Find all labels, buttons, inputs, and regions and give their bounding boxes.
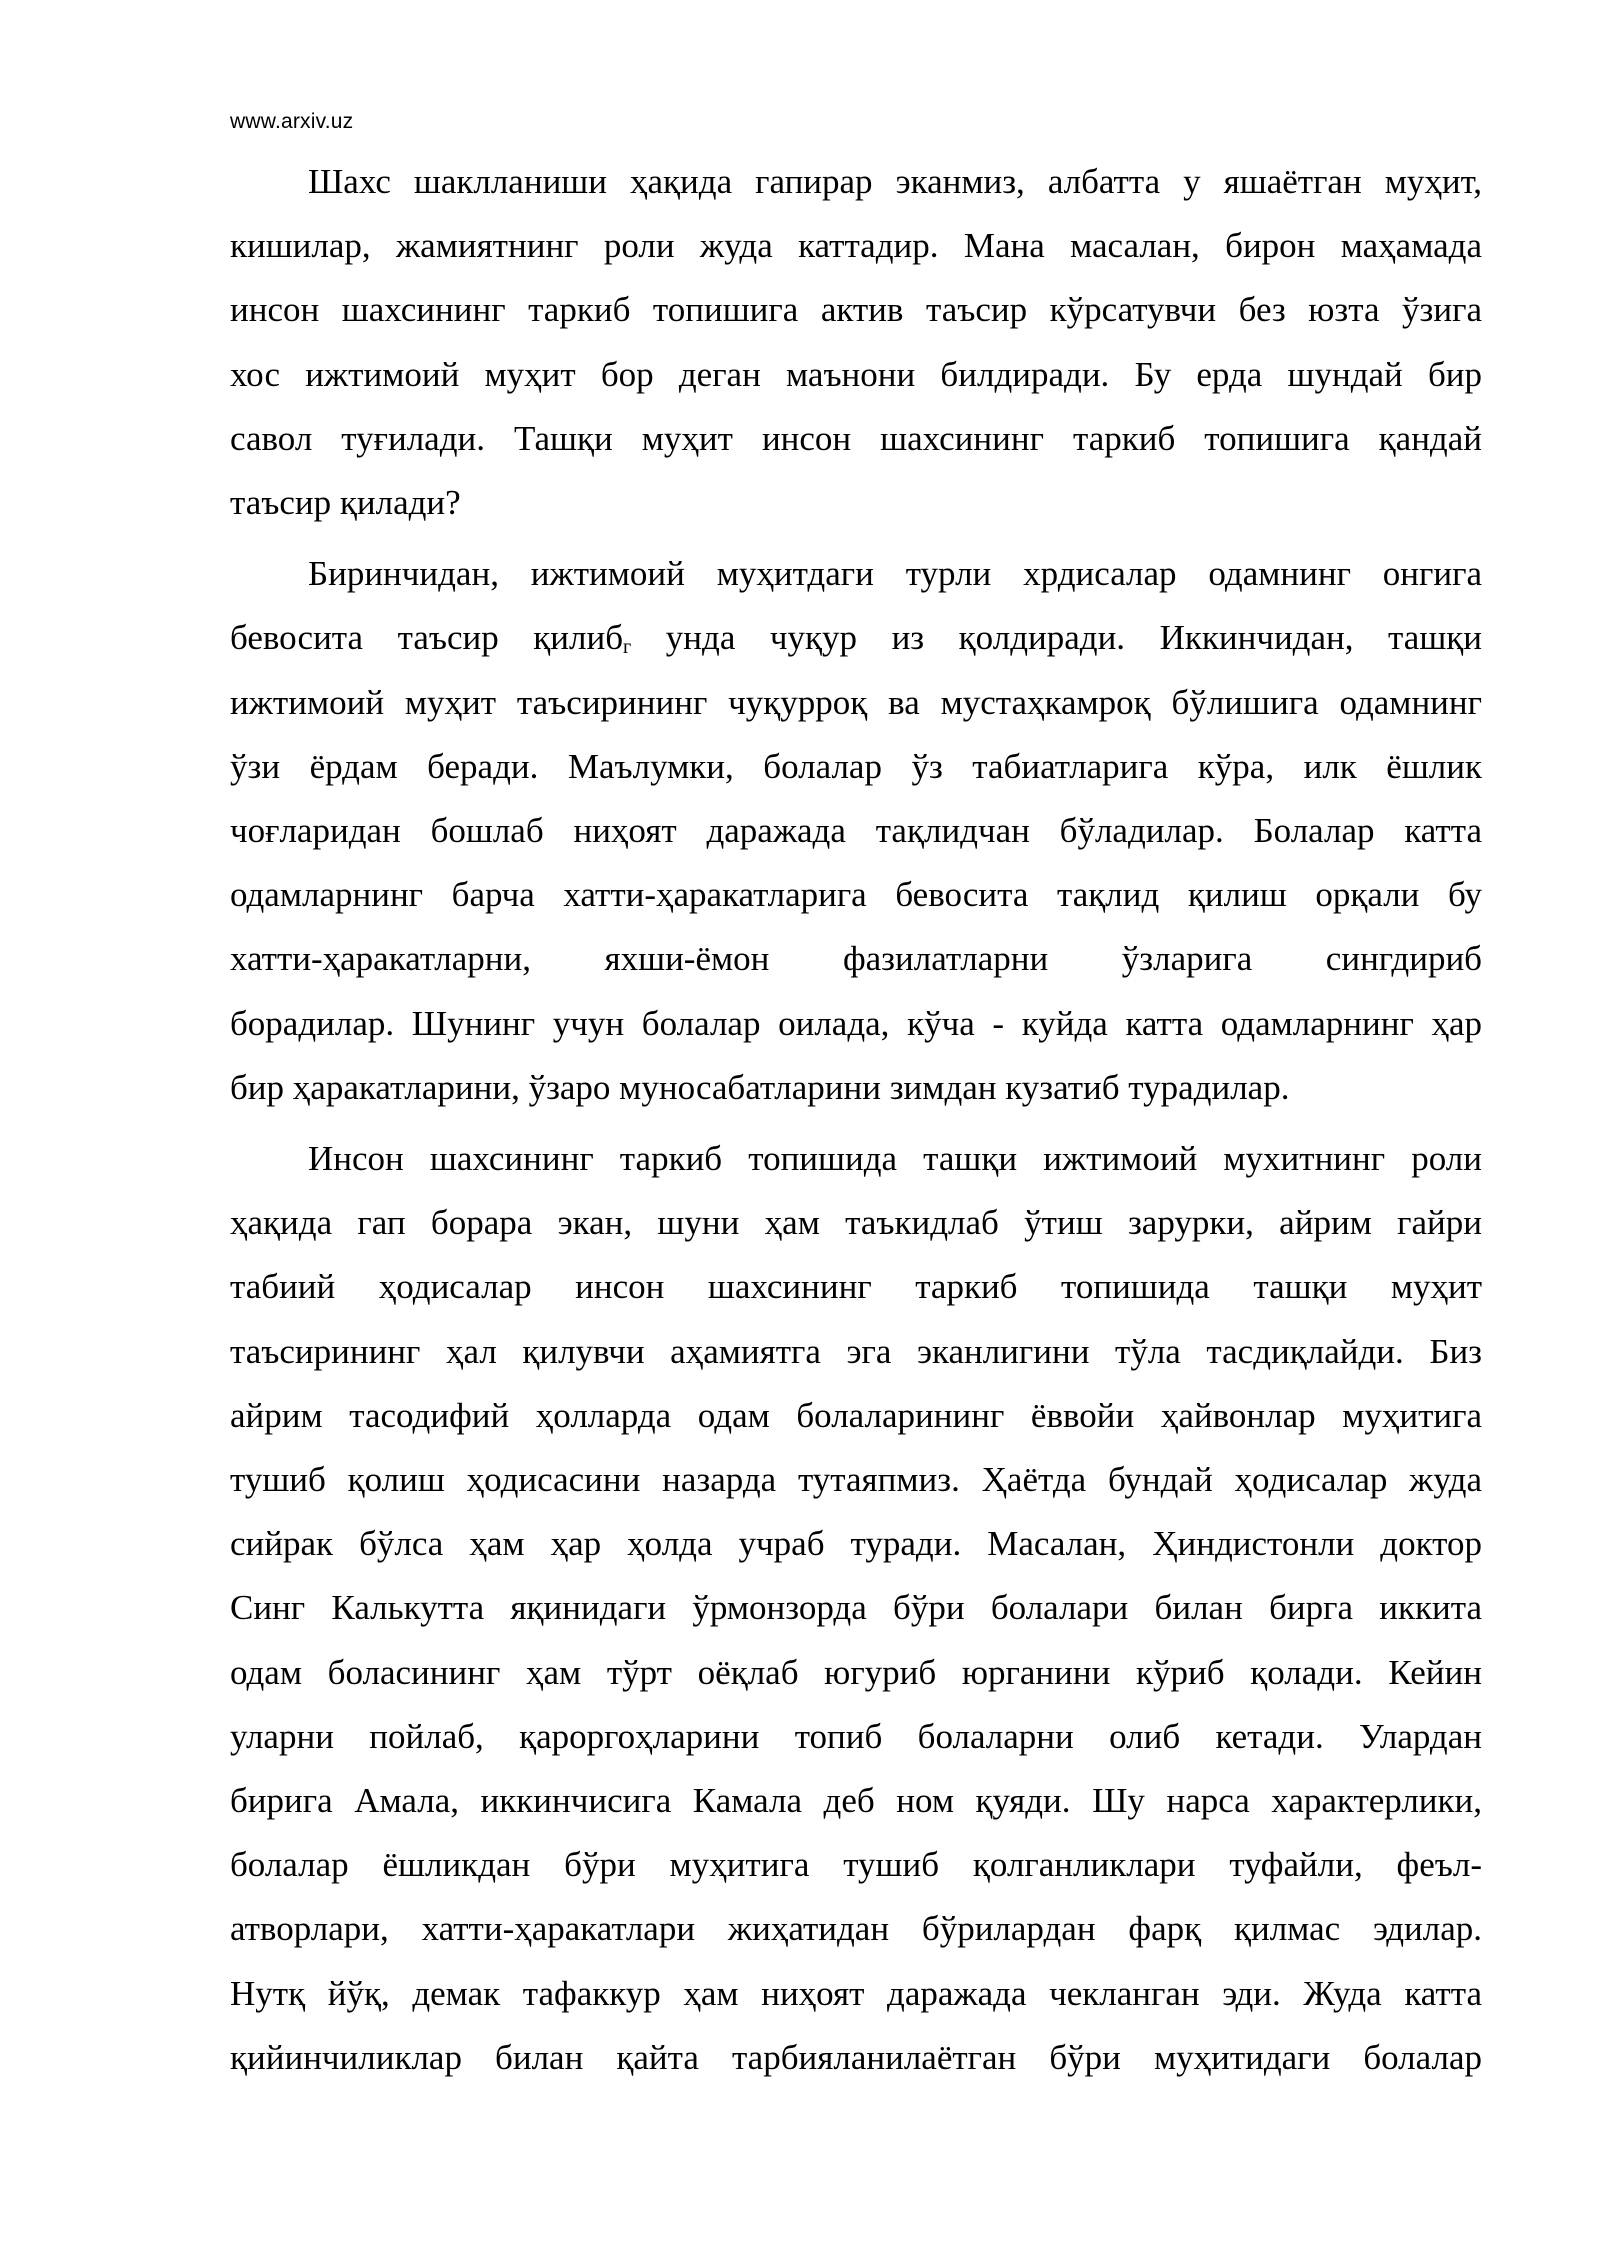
text-line: табиий ҳодисалар инсон шахсининг таркиб топишида ташқи муҳит bbox=[230, 1267, 1482, 1307]
text-line: Биринчидан, ижтимоий муҳитдаги турли хрдисалар одамнинг онгига bbox=[308, 554, 1482, 594]
text-segment: унда чуқур из қолдиради. Иккинчидан, ташқи bbox=[631, 618, 1483, 658]
paragraph bbox=[230, 150, 1482, 535]
text-line: бирига Амала, иккинчисига Камала деб ном қуяди. Шу нарса характерлики, bbox=[230, 1781, 1482, 1821]
paragraph bbox=[230, 542, 1482, 1120]
site-url: www.arxiv.uz bbox=[230, 110, 354, 133]
paragraph bbox=[230, 1127, 1482, 2090]
text-line: Синг Калькутта яқинидаги ўрмонзорда бўри болалари билан бирга иккита bbox=[230, 1588, 1482, 1628]
subscript-mark: г bbox=[623, 636, 632, 659]
text-line: ижтимоий муҳит таъсирининг чуқурроқ ва мустаҳкамроқ бўлишига одамнинг bbox=[230, 682, 1482, 722]
text-line: бир ҳаракатларини, ўзаро муносабатларини зимдан кузатиб турадилар. bbox=[230, 1067, 1290, 1107]
text-line: кишилар, жамиятнинг роли жуда каттадир. Мана масалан, бирон маҳамада bbox=[230, 226, 1482, 266]
text-line: болалар ёшликдан бўри муҳитига тушиб қолганликлари туфайли, феъл- bbox=[230, 1845, 1482, 1885]
text-line: сийрак бўлса ҳам ҳар ҳолда учраб туради. Масалан, Ҳиндистонли доктор bbox=[230, 1524, 1482, 1564]
text-line: чоғларидан бошлаб ниҳоят даражада тақлидчан бўладилар. Болалар катта bbox=[230, 811, 1482, 851]
text-line: айрим тасодифий ҳолларда одам болаларининг ёввойи ҳайвонлар муҳитига bbox=[230, 1395, 1482, 1435]
text-line: инсон шахсининг таркиб топишига актив таъсир кўрсатувчи без юзта ўзига bbox=[230, 290, 1482, 330]
text-line: ҳақида гап борара экан, шуни ҳам таъкидлаб ўтиш зарурки, айрим гайри bbox=[230, 1203, 1482, 1243]
text-line: уларни пойлаб, қароргоҳларини топиб болаларни олиб кетади. Улардан bbox=[230, 1716, 1482, 1756]
text-line: хос ижтимоий муҳит бор деган маънони билдиради. Бу ерда шундай бир bbox=[230, 354, 1482, 394]
text-line: Инсон шахсининг таркиб топишида ташқи ижтимоий мухитнинг роли bbox=[308, 1139, 1482, 1179]
text-line: хатти-ҳаракатларни, яхши-ёмон фазилатларни ўзларига сингдириб bbox=[230, 939, 1482, 979]
text-line: одамларнинг барча хатти-ҳаракатларига бевосита тақлид қилиш орқали бу bbox=[230, 875, 1482, 915]
body-text bbox=[230, 150, 1482, 2090]
text-line: қийинчиликлар билан қайта тарбияланилаётган бўри муҳитидаги болалар bbox=[230, 2037, 1482, 2077]
text-line: одам боласининг ҳам тўрт оёқлаб югуриб юрганини кўриб қолади. Кейин bbox=[230, 1652, 1482, 1692]
text-line: таъсир қилади? bbox=[230, 483, 461, 523]
text-line: ўзи ёрдам беради. Маълумки, болалар ўз табиатларига кўра, илк ёшлик bbox=[230, 746, 1482, 786]
text-line: Шахс шаклланиши ҳақида гапирар эканмиз, албатта у яшаётган муҳит, bbox=[308, 162, 1482, 201]
text-line: таъсирининг ҳал қилувчи аҳамиятга эга эканлигини тўла тасдиқлайди. Биз bbox=[230, 1331, 1482, 1371]
text-line bbox=[230, 606, 1482, 670]
text-segment: бевосита таъсир қилиб bbox=[230, 618, 624, 658]
text-line: борадилар. Шунинг учун болалар оилада, кўча - куйда катта одамларнинг ҳар bbox=[230, 1003, 1482, 1043]
text-line: Нутқ йўқ, демак тафаккур ҳам ниҳоят даражада чекланган эди. Жуда катта bbox=[230, 1973, 1482, 2013]
text-line: тушиб қолиш ҳодисасини назарда тутаяпмиз. Ҳаётда бундай ҳодисалар жуда bbox=[230, 1460, 1482, 1500]
text-line: атворлари, хатти-ҳаракатлари жиҳатидан бўрилардан фарқ қилмас эдилар. bbox=[230, 1909, 1482, 1949]
text-line: савол туғилади. Ташқи муҳит инсон шахсининг таркиб топишига қандай bbox=[230, 418, 1482, 458]
